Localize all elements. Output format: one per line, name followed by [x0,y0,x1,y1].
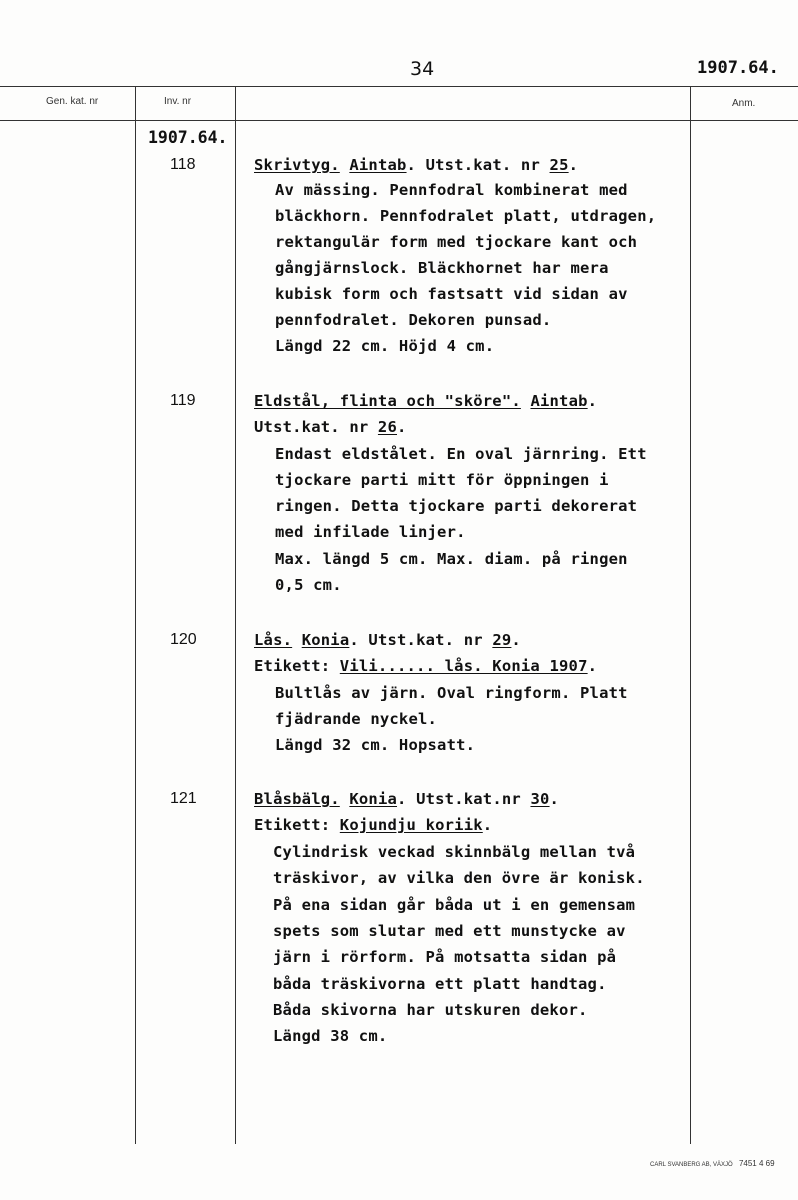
underlined-text: Konia [349,790,398,808]
underlined-text: 26 [377,418,397,436]
entry-text-line: gångjärnslock. Bläckhornet har mera [275,259,609,277]
entry-title-line [254,156,578,174]
entry-text-line: tjockare parti mitt för öppningen i [275,471,609,489]
underlined-text: Lås. [254,631,293,649]
column-divider-1 [135,86,136,1144]
entry-text-line: Båda skivorna har utskuren dekor. [273,1001,588,1019]
entry-text-line: Längd 32 cm. Hopsatt. [275,736,476,754]
entry-title-line-2 [254,418,407,436]
inv-number: 118 [170,156,196,173]
text-segment: . [397,418,407,436]
text-segment: . [511,631,521,649]
underlined-text: Kojundju koriik [339,816,483,834]
inv-number: 119 [170,392,196,409]
entry-text-line: fjädrande nyckel. [275,710,438,728]
column-header-anm: Anm. [732,98,756,109]
form-code: 7451 4 69 [738,1159,775,1168]
text-segment: Utst.kat. nr [254,418,378,436]
entry-title-line-2 [254,657,597,675]
entry-text-line: bläckhorn. Pennfodralet platt, utdragen, [275,207,657,225]
text-segment [340,790,350,808]
text-segment: . [587,657,598,675]
header-bottom-rule [0,120,798,121]
entry-text-line: Av mässing. Pennfodral kombinerat med [275,181,628,199]
header-reference: 1907.64. [697,58,779,78]
column-divider-2 [235,86,236,1144]
text-segment: . [587,392,598,410]
entry-text-line: träskivor, av vilka den övre är konisk. [273,869,645,887]
entry-title-line [254,392,597,410]
text-segment: . [549,790,560,808]
entry-text-line: Max. längd 5 cm. Max. diam. på ringen [275,550,628,568]
entry-text-line: 0,5 cm. [275,576,342,594]
text-segment: . Utst.kat. nr [406,156,550,174]
text-segment: . Utst.kat. nr [349,631,493,649]
entry-text-line: Längd 22 cm. Höjd 4 cm. [275,337,495,355]
entry-title-line [254,631,521,649]
text-segment [292,631,302,649]
entry-text-line: Bultlås av järn. Oval ringform. Platt [275,684,628,702]
text-segment [521,392,531,410]
page-number: 34 [410,58,435,80]
column-header-inv-nr: Inv. nr [164,96,192,107]
entry-text-line: med infilade linjer. [275,523,466,541]
printer-name: CARL SVANBERG AB, VÄXJÖ [650,1162,733,1168]
entry-text-line: kubisk form och fastsatt vid sidan av [275,285,628,303]
entry-text-line: pennfodralet. Dekoren punsad. [275,311,552,329]
text-segment: Etikett: [254,657,340,675]
underlined-text: Aintab [349,156,407,174]
underlined-text: Eldstål, flinta och "sköre". [254,392,521,410]
entry-text-line: ringen. Detta tjockare parti dekorerat [275,497,638,515]
entry-text-line: På ena sidan går båda ut i en gemensam [273,896,636,914]
underlined-text: Konia [301,631,350,649]
underlined-text: 30 [530,790,550,808]
text-segment: . [482,816,493,834]
underlined-text: Aintab [530,392,588,410]
printer-imprint [650,1159,775,1168]
text-segment: . Utst.kat.nr [397,790,531,808]
entry-text-line: Endast eldstålet. En oval järnring. Ett [275,445,647,463]
entry-text-line: båda träskivorna ett platt handtag. [273,975,607,993]
inv-number: 121 [170,790,197,807]
underlined-text: 29 [492,631,512,649]
entry-text-line: Cylindrisk veckad skinnbälg mellan två [273,843,636,861]
group-reference: 1907.64. [148,128,228,147]
text-segment: . [568,156,579,174]
text-segment [340,156,350,174]
underlined-text: 25 [549,156,569,174]
entry-title-line-2 [254,816,492,834]
entry-title-line [254,790,559,808]
text-segment: Etikett: [254,816,340,834]
column-divider-3 [690,86,691,1144]
column-header-gen-kat-nr: Gen. kat. nr [46,96,99,107]
underlined-text: Vili...... lås. Konia 1907 [339,657,588,675]
header-top-rule [0,86,798,87]
underlined-text: Skrivtyg. [254,156,340,174]
entry-text-line: rektangulär form med tjockare kant och [275,233,638,251]
entry-text-line: järn i rörform. På motsatta sidan på [273,948,617,966]
inv-number: 120 [170,631,197,648]
entry-text-line: spets som slutar med ett munstycke av [273,922,626,940]
entry-text-line: Längd 38 cm. [273,1027,388,1045]
underlined-text: Blåsbälg. [254,790,340,808]
